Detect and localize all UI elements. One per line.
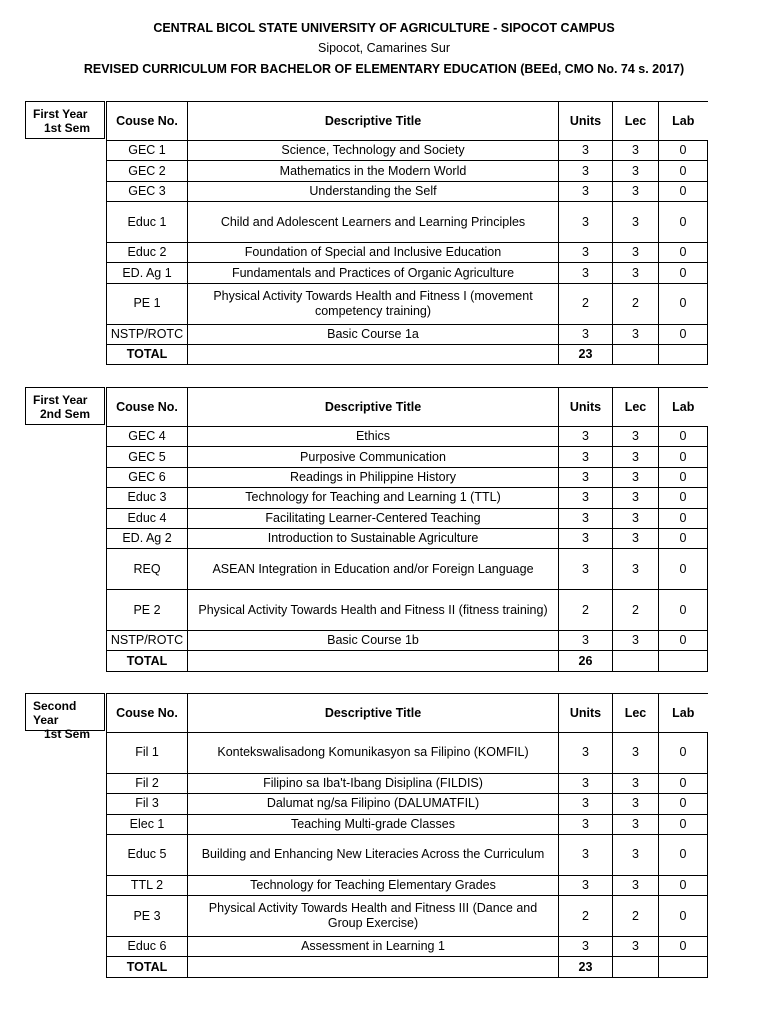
- table-row: [107, 590, 708, 631]
- course-number: PE 2: [107, 590, 188, 631]
- course-lec: 3: [613, 263, 659, 283]
- course-units: 3: [559, 834, 613, 875]
- total-lab-blank: [659, 344, 708, 364]
- course-units: 2: [559, 590, 613, 631]
- table-row: [107, 242, 708, 262]
- course-number: Elec 1: [107, 814, 188, 834]
- table-row: [107, 814, 708, 834]
- course-units: 3: [559, 141, 613, 161]
- course-title: Readings in Philippine History: [188, 467, 559, 487]
- table-header-row: [107, 102, 708, 141]
- course-units: 3: [559, 242, 613, 262]
- column-header: Couse No.: [107, 388, 188, 427]
- column-header: Descriptive Title: [188, 694, 559, 733]
- course-number: GEC 3: [107, 181, 188, 201]
- column-header: Units: [559, 388, 613, 427]
- course-title: Basic Course 1b: [188, 630, 559, 650]
- column-header: Couse No.: [107, 694, 188, 733]
- total-units: 23: [559, 957, 613, 977]
- course-number: Educ 4: [107, 508, 188, 528]
- table-row: [107, 508, 708, 528]
- course-number: NSTP/ROTC: [107, 630, 188, 650]
- course-number: Fil 3: [107, 794, 188, 814]
- course-lec: 3: [613, 528, 659, 548]
- course-units: 3: [559, 814, 613, 834]
- column-header: Lec: [613, 694, 659, 733]
- curriculum-table: [106, 387, 708, 672]
- column-header: Lec: [613, 102, 659, 141]
- course-number: NSTP/ROTC: [107, 324, 188, 344]
- course-title: Building and Enhancing New Literacies Across the Curriculum: [188, 834, 559, 875]
- course-units: 3: [559, 773, 613, 793]
- course-lab: 0: [659, 447, 708, 467]
- course-number: GEC 6: [107, 467, 188, 487]
- course-title: Technology for Teaching and Learning 1 (TTL): [188, 488, 559, 508]
- course-title: Foundation of Special and Inclusive Education: [188, 242, 559, 262]
- curriculum-title: REVISED CURRICULUM FOR BACHELOR OF ELEMENTARY EDUCATION (BEEd, CMO No. 74 s. 2017): [83, 62, 685, 76]
- course-number: GEC 4: [107, 427, 188, 447]
- course-number: GEC 5: [107, 447, 188, 467]
- course-lec: 3: [613, 202, 659, 243]
- campus-location: Sipocot, Camarines Sur: [317, 41, 450, 55]
- table-row: [107, 447, 708, 467]
- course-number: TTL 2: [107, 875, 188, 895]
- course-lec: 3: [613, 733, 659, 774]
- course-lec: 3: [613, 427, 659, 447]
- course-title: Introduction to Sustainable Agriculture: [188, 528, 559, 548]
- course-lab: 0: [659, 202, 708, 243]
- course-title: Facilitating Learner-Centered Teaching: [188, 508, 559, 528]
- table-row: [107, 834, 708, 875]
- course-units: 3: [559, 324, 613, 344]
- total-row: [107, 957, 708, 977]
- table-row: [107, 773, 708, 793]
- total-units: 23: [559, 344, 613, 364]
- course-number: ED. Ag 2: [107, 528, 188, 548]
- course-title: Child and Adolescent Learners and Learning Principles: [188, 202, 559, 243]
- total-label: TOTAL: [107, 957, 188, 977]
- table-row: [107, 467, 708, 487]
- course-lab: 0: [659, 427, 708, 447]
- total-units: 26: [559, 651, 613, 671]
- semester-year-label: First Year: [33, 393, 88, 407]
- course-number: Fil 2: [107, 773, 188, 793]
- course-lec: 3: [613, 181, 659, 201]
- semester-label: [25, 387, 105, 425]
- column-header: Lab: [659, 694, 708, 733]
- course-lab: 0: [659, 936, 708, 956]
- table-row: [107, 263, 708, 283]
- semester-term-label: 1st Sem: [43, 121, 90, 135]
- total-label: TOTAL: [107, 651, 188, 671]
- table-row: [107, 181, 708, 201]
- course-units: 3: [559, 875, 613, 895]
- total-title-blank: [188, 651, 559, 671]
- course-lec: 3: [613, 773, 659, 793]
- course-number: Fil 1: [107, 733, 188, 774]
- total-lec-blank: [613, 957, 659, 977]
- total-title-blank: [188, 344, 559, 364]
- course-lec: 3: [613, 936, 659, 956]
- course-units: 3: [559, 733, 613, 774]
- course-units: 3: [559, 488, 613, 508]
- course-title: Understanding the Self: [188, 181, 559, 201]
- column-header: Lab: [659, 388, 708, 427]
- course-lec: 3: [613, 508, 659, 528]
- course-title: Purposive Communication: [188, 447, 559, 467]
- course-lec: 3: [613, 834, 659, 875]
- course-units: 3: [559, 161, 613, 181]
- course-title: Mathematics in the Modern World: [188, 161, 559, 181]
- course-lab: 0: [659, 467, 708, 487]
- course-title: Kontekswalisadong Komunikasyon sa Filipino (KOMFIL): [188, 733, 559, 774]
- course-number: Educ 1: [107, 202, 188, 243]
- course-lab: 0: [659, 508, 708, 528]
- table-header-row: [107, 694, 708, 733]
- course-units: 3: [559, 528, 613, 548]
- table-header-row: [107, 388, 708, 427]
- total-title-blank: [188, 957, 559, 977]
- course-units: 3: [559, 467, 613, 487]
- table-row: [107, 630, 708, 650]
- table-row: [107, 283, 708, 324]
- course-number: Educ 6: [107, 936, 188, 956]
- total-row: [107, 344, 708, 364]
- course-lec: 3: [613, 467, 659, 487]
- course-lab: 0: [659, 242, 708, 262]
- university-name: CENTRAL BICOL STATE UNIVERSITY OF AGRICULTURE - SIPOCOT CAMPUS: [153, 21, 615, 35]
- course-lec: 3: [613, 242, 659, 262]
- course-lec: 3: [613, 141, 659, 161]
- course-title: Dalumat ng/sa Filipino (DALUMATFIL): [188, 794, 559, 814]
- course-title: Technology for Teaching Elementary Grades: [188, 875, 559, 895]
- total-lec-blank: [613, 344, 659, 364]
- course-units: 3: [559, 427, 613, 447]
- course-lab: 0: [659, 141, 708, 161]
- total-label: TOTAL: [107, 344, 188, 364]
- course-lec: 3: [613, 324, 659, 344]
- course-title: Fundamentals and Practices of Organic Agriculture: [188, 263, 559, 283]
- semester-term-label: 2nd Sem: [39, 407, 90, 421]
- table-row: [107, 161, 708, 181]
- semester-year-label: First Year: [33, 107, 88, 121]
- table-row: [107, 141, 708, 161]
- course-units: 3: [559, 202, 613, 243]
- course-title: Science, Technology and Society: [188, 141, 559, 161]
- total-lec-blank: [613, 651, 659, 671]
- table-row: [107, 794, 708, 814]
- course-title: ASEAN Integration in Education and/or Foreign Language: [188, 549, 559, 590]
- course-lab: 0: [659, 263, 708, 283]
- column-header: Units: [559, 694, 613, 733]
- course-lec: 3: [613, 161, 659, 181]
- course-lab: 0: [659, 896, 708, 937]
- course-units: 3: [559, 181, 613, 201]
- curriculum-table: [106, 101, 708, 365]
- course-units: 3: [559, 508, 613, 528]
- course-lec: 3: [613, 447, 659, 467]
- course-lec: 2: [613, 590, 659, 631]
- course-units: 2: [559, 283, 613, 324]
- course-lec: 2: [613, 283, 659, 324]
- total-lab-blank: [659, 651, 708, 671]
- course-title: Filipino sa Iba't-Ibang Disiplina (FILDIS): [188, 773, 559, 793]
- column-header: Lec: [613, 388, 659, 427]
- course-lab: 0: [659, 733, 708, 774]
- total-lab-blank: [659, 957, 708, 977]
- course-title: Teaching Multi-grade Classes: [188, 814, 559, 834]
- course-lab: 0: [659, 488, 708, 508]
- course-number: Educ 5: [107, 834, 188, 875]
- table-row: [107, 488, 708, 508]
- table-row: [107, 324, 708, 344]
- table-row: [107, 733, 708, 774]
- total-row: [107, 651, 708, 671]
- table-row: [107, 875, 708, 895]
- column-header: Couse No.: [107, 102, 188, 141]
- curriculum-table: [106, 693, 708, 978]
- course-units: 3: [559, 549, 613, 590]
- course-lab: 0: [659, 814, 708, 834]
- course-lec: 3: [613, 794, 659, 814]
- course-lec: 3: [613, 875, 659, 895]
- semester-term-label: 1st Sem: [43, 727, 90, 741]
- course-units: 3: [559, 936, 613, 956]
- course-lec: 2: [613, 896, 659, 937]
- course-title: Physical Activity Towards Health and Fitness III (Dance and Group Exercise): [188, 896, 559, 937]
- course-number: REQ: [107, 549, 188, 590]
- course-lab: 0: [659, 283, 708, 324]
- course-number: Educ 3: [107, 488, 188, 508]
- course-lec: 3: [613, 814, 659, 834]
- semester-year-label: Second Year: [33, 699, 77, 727]
- course-lab: 0: [659, 875, 708, 895]
- column-header: Units: [559, 102, 613, 141]
- semester-label: [25, 101, 105, 139]
- table-row: [107, 528, 708, 548]
- table-row: [107, 202, 708, 243]
- course-lab: 0: [659, 528, 708, 548]
- course-lec: 3: [613, 630, 659, 650]
- table-row: [107, 936, 708, 956]
- course-number: GEC 1: [107, 141, 188, 161]
- course-number: PE 1: [107, 283, 188, 324]
- course-title: Basic Course 1a: [188, 324, 559, 344]
- course-number: Educ 2: [107, 242, 188, 262]
- course-units: 2: [559, 896, 613, 937]
- course-lec: 3: [613, 488, 659, 508]
- course-units: 3: [559, 447, 613, 467]
- table-row: [107, 549, 708, 590]
- course-lab: 0: [659, 630, 708, 650]
- course-lab: 0: [659, 834, 708, 875]
- course-units: 3: [559, 630, 613, 650]
- course-number: GEC 2: [107, 161, 188, 181]
- course-lab: 0: [659, 590, 708, 631]
- column-header: Descriptive Title: [188, 102, 559, 141]
- course-lab: 0: [659, 324, 708, 344]
- course-title: Physical Activity Towards Health and Fitness I (movement competency training): [188, 283, 559, 324]
- course-number: ED. Ag 1: [107, 263, 188, 283]
- course-title: Assessment in Learning 1: [188, 936, 559, 956]
- course-lab: 0: [659, 549, 708, 590]
- column-header: Lab: [659, 102, 708, 141]
- course-lab: 0: [659, 161, 708, 181]
- course-lab: 0: [659, 773, 708, 793]
- semester-label: [25, 693, 105, 741]
- table-row: [107, 427, 708, 447]
- table-row: [107, 896, 708, 937]
- course-lec: 3: [613, 549, 659, 590]
- course-title: Physical Activity Towards Health and Fitness II (fitness training): [188, 590, 559, 631]
- course-title: Ethics: [188, 427, 559, 447]
- course-number: PE 3: [107, 896, 188, 937]
- course-lab: 0: [659, 181, 708, 201]
- column-header: Descriptive Title: [188, 388, 559, 427]
- course-units: 3: [559, 794, 613, 814]
- course-lab: 0: [659, 794, 708, 814]
- course-units: 3: [559, 263, 613, 283]
